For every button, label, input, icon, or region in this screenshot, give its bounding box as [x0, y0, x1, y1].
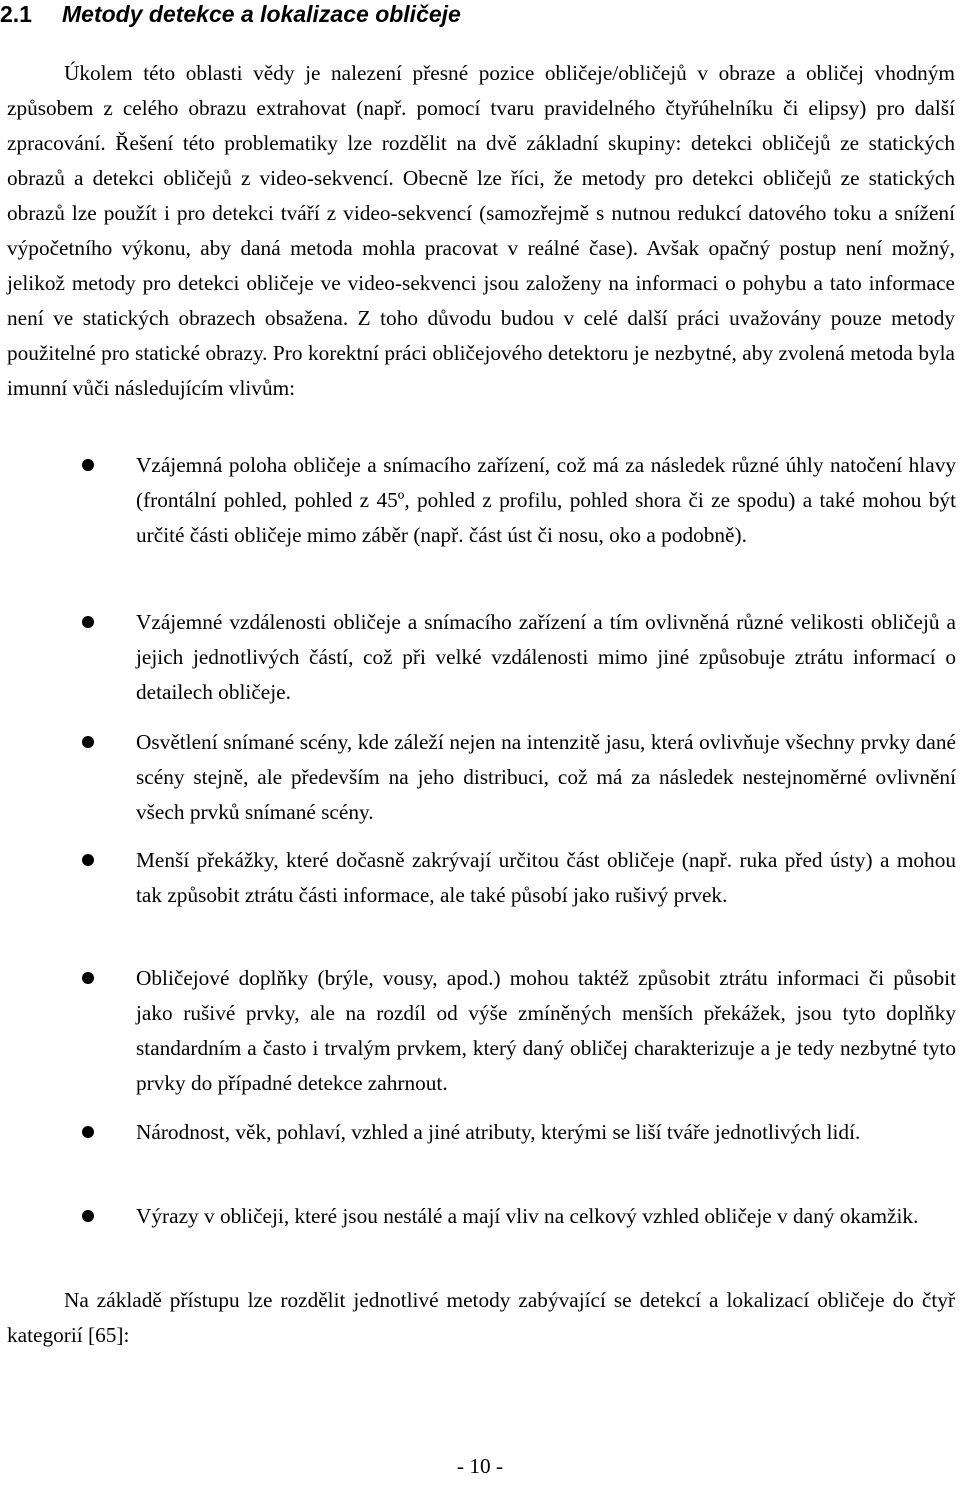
intro-paragraph: Úkolem této oblasti vědy je nalezení přesné pozice obličeje/obličejů v obraze a obličej vhodným způsobem z celého obrazu extrahovat (např. pomocí tvaru pravidelného čtyřúhelníku či elipsy) pro další zpracování. Řešení této problematiky lze rozdělit na dvě základní skupiny: detekci obličejů ze statických obrazů a detekci obličejů z video-sekvencí. Obecně lze říci, že metody pro detekci obličejů ze statických obrazů lze použít i pro detekci tváří z video-sekvencí (samozřejmě s nutnou redukcí datového toku a snížení výpočetního výkonu, aby daná metoda mohla pracovat v reálné čase). Avšak opačný postup není možný, jelikož metody pro detekci obličeje ve video-sekvenci jsou založeny na informaci o pohybu a tato informace není ve statických obrazech obsažena. Z toho důvodu budou v celé další práci uvažovány pouze metody použitelné pro statické obrazy. Pro korektní práci obličejového detektoru je nezbytné, aby zvolená metoda byla imunní vůči následujícím vlivům:	[7, 61, 955, 400]
list-item-text: Vzájemná poloha obličeje a snímacího zařízení, což má za následek různé úhly natočení hlavy (frontální pohled, pohled z 45º, pohled z profilu, pohled shora či ze spodu) a také mohou být určité části obličeje mimo záběr (např. část úst či nosu, oko a podobně).	[136, 453, 956, 547]
bullet-icon	[82, 1126, 94, 1138]
bullet-icon	[82, 616, 94, 628]
bullet-icon	[82, 854, 94, 866]
list-item-text: Osvětlení snímané scény, kde záleží nejen na intenzitě jasu, která ovlivňuje všechny prvky dané scény stejně, ale především na jeho distribuci, což má za následek nestejnoměrné ovlivnění všech prvků snímané scény.	[136, 730, 956, 824]
closing-paragraph: Na základě přístupu lze rozdělit jednotlivé metody zabývající se detekcí a lokalizací obličeje do čtyř kategorií [65]:	[7, 1288, 955, 1347]
list-item-text: Národnost, věk, pohlaví, vzhled a jiné atributy, kterými se liší tváře jednotlivých lidí.	[136, 1120, 861, 1144]
section-title: Metody detekce a lokalizace obličeje	[62, 1, 461, 27]
list-item-text: Menší překážky, které dočasně zakrývají určitou část obličeje (např. ruka před ústy) a mohou tak způsobit ztrátu části informace, ale také působí jako rušivý prvek.	[136, 848, 956, 907]
bullet-icon	[82, 1210, 94, 1222]
list-item-text: Obličejové doplňky (brýle, vousy, apod.) mohou taktéž způsobit ztrátu informaci či působit jako rušivé prvky, ale na rozdíl od výše zmíněných menších překážek, jsou tyto doplňky standardním a často i trvalým prvkem, který daný obličej charakterizuje a je tedy nezbytné tyto prvky do případné detekce zahrnout.	[136, 966, 956, 1095]
bullet-icon	[82, 459, 94, 471]
bullet-icon	[82, 972, 94, 984]
bullet-icon	[82, 736, 94, 748]
section-heading	[0, 0, 461, 28]
list-item-text: Výrazy v obličeji, které jsou nestálé a mají vliv na celkový vzhled obličeje v daný okamžik.	[136, 1204, 919, 1228]
page-number: - 10 -	[456, 1454, 504, 1478]
list-item-text: Vzájemné vzdálenosti obličeje a snímacího zařízení a tím ovlivněná různé velikosti obličejů a jejich jednotlivých částí, což při velké vzdálenosti mimo jiné způsobuje ztrátu informací o detailech obličeje.	[136, 610, 956, 704]
section-number: 2.1	[0, 1, 32, 27]
